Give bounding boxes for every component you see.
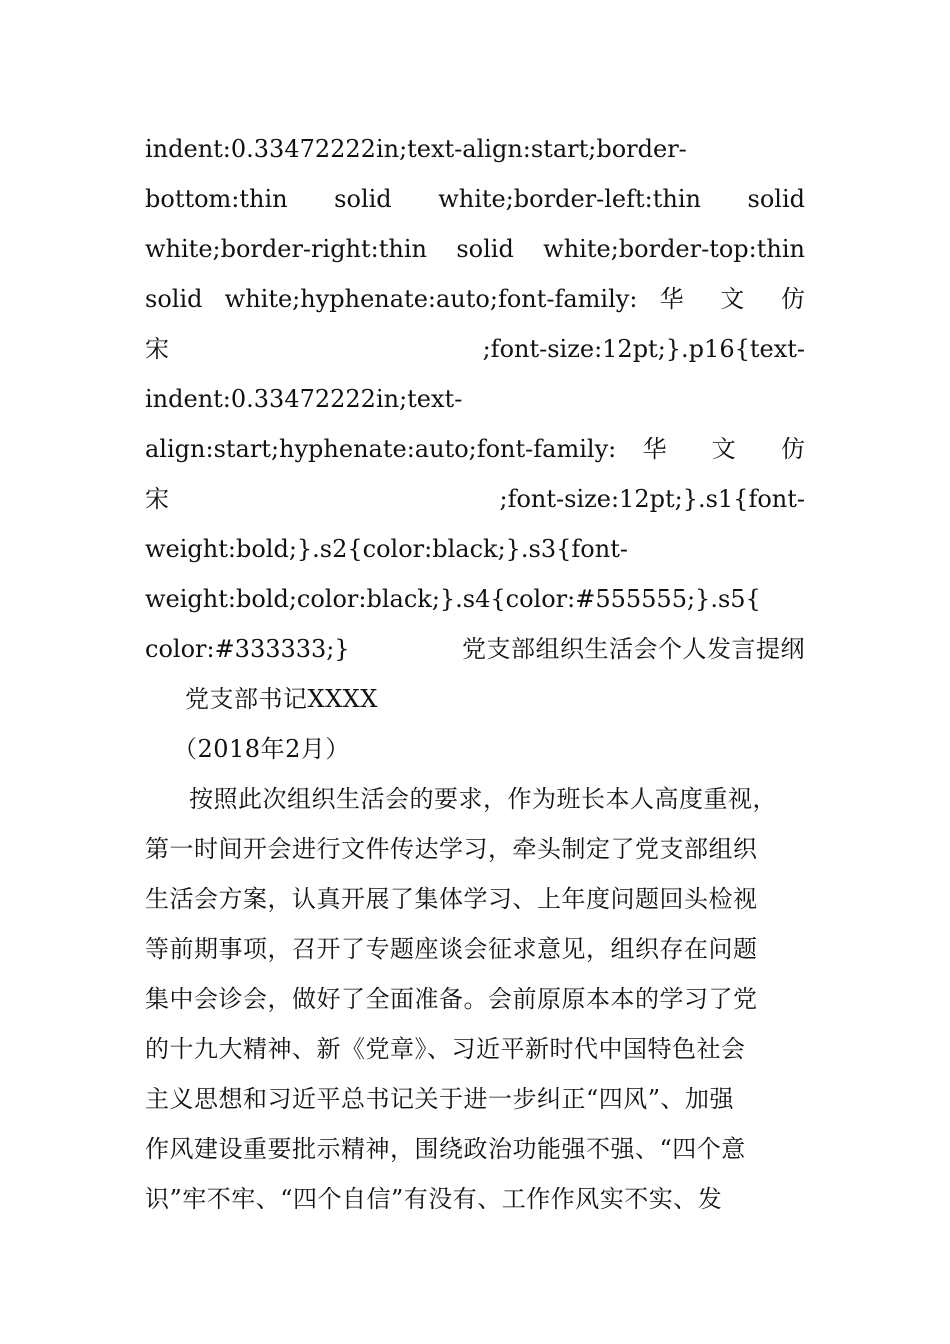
- css-residue-line: indent:0.33472222in;text-align:start;border-: [145, 135, 687, 163]
- css-residue-line: weight:bold;}.s2{color:black;}.s3{font-: [145, 535, 628, 563]
- body-line: 识”牢不牢、“四个自信”有没有、工作作风实不实、发: [145, 1185, 723, 1213]
- document-page: [145, 124, 805, 1224]
- document-title: 党支部组织生活会个人发言提纲: [462, 635, 805, 663]
- css-residue-line: align:start;hyphenate:auto;font-family: 华 文 仿: [145, 435, 805, 463]
- body-line: 主义思想和习近平总书记关于进一步纠正“四风”、加强: [145, 1085, 735, 1113]
- css-residue-line: weight:bold;color:black;}.s4{color:#555555;}.s5{: [145, 585, 761, 613]
- body-line: 的十九大精神、新《党章》、习近平新时代中国特色社会: [145, 1035, 746, 1063]
- body-line: 生活会方案，认真开展了集体学习、上年度问题回头检视: [145, 885, 758, 913]
- document-author: 党支部书记XXXX: [185, 685, 378, 713]
- title-row: [145, 624, 805, 674]
- body-line: 作风建设重要批示精神，围绕政治功能强不强、“四个意: [145, 1135, 746, 1163]
- body-line: 按照此次组织生活会的要求，作为班长本人高度重视，: [189, 785, 777, 813]
- css-residue-line: 宋 ;font-size:12pt;}.p16{text-: [145, 335, 805, 363]
- css-residue-line: 宋 ;font-size:12pt;}.s1{font-: [145, 485, 805, 513]
- css-residue-line: white;border-right:thin solid white;border-top:thin: [145, 235, 805, 263]
- css-residue-line: bottom:thin solid white;border-left:thin solid: [145, 185, 805, 213]
- body-line: 第一时间开会进行文件传达学习，牵头制定了党支部组织: [145, 835, 758, 863]
- body-line: 等前期事项，召开了专题座谈会征求意见，组织存在问题: [145, 935, 758, 963]
- document-date: （2018年2月）: [173, 735, 350, 763]
- css-residue-end: color:#333333;}: [145, 635, 350, 663]
- body-line: 集中会诊会，做好了全面准备。会前原原本本的学习了党: [145, 985, 758, 1013]
- css-residue-line: solid white;hyphenate:auto;font-family: 华 文 仿: [145, 285, 805, 313]
- css-residue-line: indent:0.33472222in;text-: [145, 385, 463, 413]
